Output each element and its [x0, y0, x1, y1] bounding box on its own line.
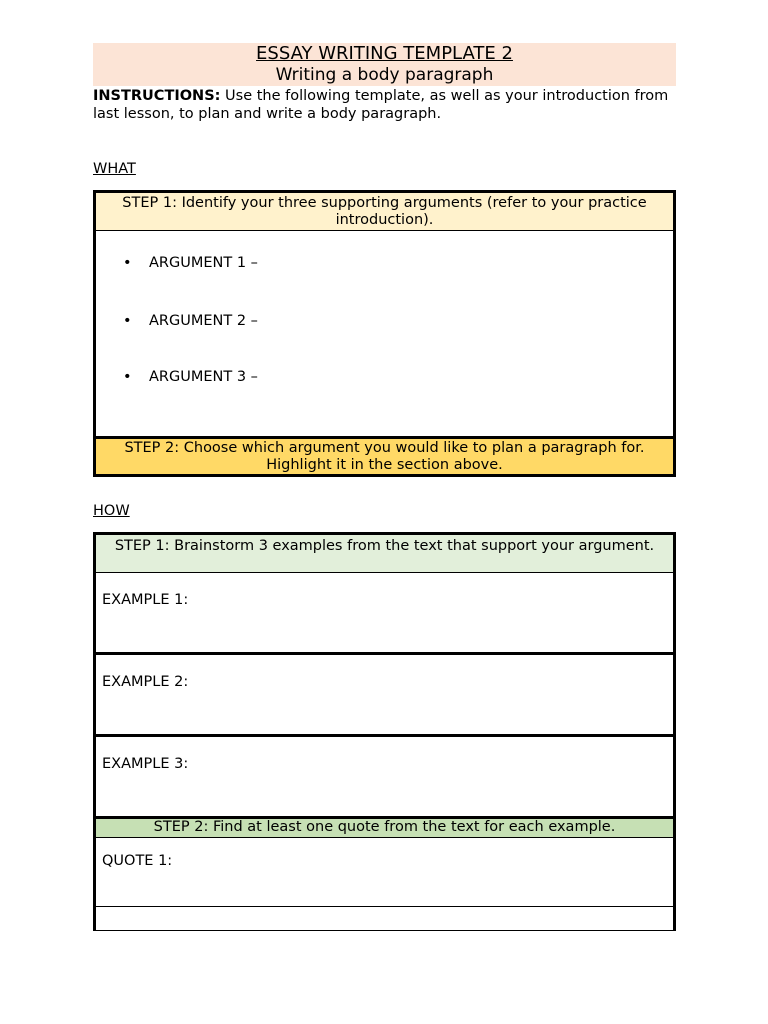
- what-box: [93, 190, 676, 477]
- quote-cell-1[interactable]: [96, 838, 673, 906]
- how-step1-header: STEP 1: Brainstorm 3 examples from the text that support your argument.: [96, 535, 673, 573]
- document-page: [93, 43, 676, 869]
- what-step2-header: STEP 2: Choose which argument you would like to plan a paragraph for. Highlight it in the section above.: [96, 436, 673, 474]
- bullet-icon: •: [123, 369, 132, 385]
- list-item-argument-3[interactable]: [123, 369, 258, 385]
- argument-label: ARGUMENT 3 –: [149, 369, 258, 385]
- argument-label: ARGUMENT 1 –: [149, 255, 258, 271]
- example-label: EXAMPLE 1:: [102, 592, 189, 608]
- argument-label: ARGUMENT 2 –: [149, 313, 258, 329]
- title-block: [93, 43, 676, 86]
- example-label: EXAMPLE 2:: [102, 674, 189, 690]
- quote-cell-2[interactable]: [96, 906, 673, 931]
- instructions-text: Use the following template, as well as your introduction from last lesson, to plan and write a body paragraph.: [93, 88, 669, 122]
- instructions-label: INSTRUCTIONS:: [93, 88, 221, 104]
- example-label: EXAMPLE 3:: [102, 756, 189, 772]
- argument-list: [96, 231, 673, 436]
- bullet-icon: •: [123, 255, 132, 271]
- section-label-what: WHAT: [93, 161, 136, 177]
- example-cell-1[interactable]: [96, 573, 673, 652]
- section-label-how: HOW: [93, 503, 130, 519]
- how-box: [93, 532, 676, 931]
- quote-label: QUOTE 1:: [102, 853, 173, 869]
- document-title: ESSAY WRITING TEMPLATE 2: [256, 43, 513, 64]
- document-subtitle: Writing a body paragraph: [275, 65, 494, 85]
- list-item-argument-1[interactable]: [123, 255, 258, 271]
- list-item-argument-2[interactable]: [123, 313, 258, 329]
- what-step1-header: STEP 1: Identify your three supporting arguments (refer to your practice introduction).: [96, 193, 673, 231]
- how-step2-header: STEP 2: Find at least one quote from the text for each example.: [96, 816, 673, 838]
- bullet-icon: •: [123, 313, 132, 329]
- example-cell-3[interactable]: [96, 734, 673, 816]
- example-cell-2[interactable]: [96, 652, 673, 734]
- instructions: [93, 87, 676, 123]
